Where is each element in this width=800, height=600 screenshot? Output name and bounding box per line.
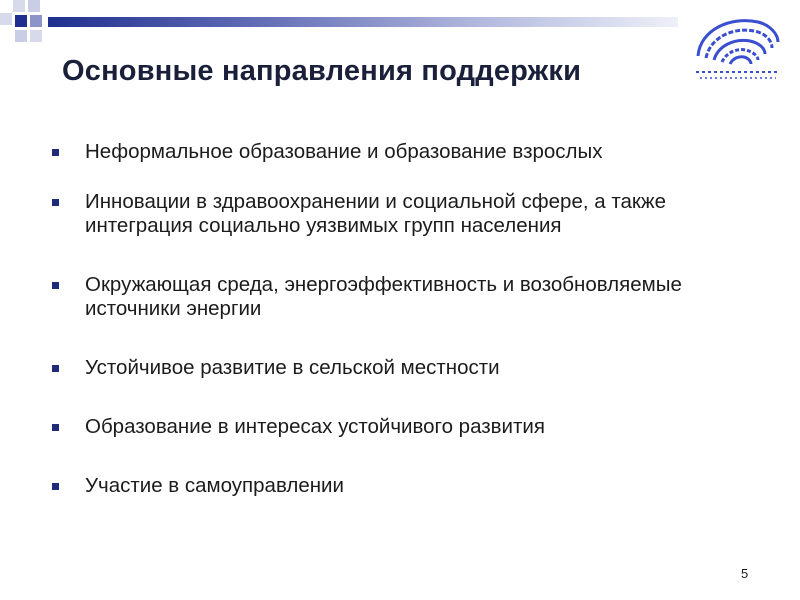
decorative-square [0,13,12,25]
bullet-text: Неформальное образование и образование взрослых [85,140,603,163]
bullet-item [52,356,772,380]
decorative-square [13,0,25,12]
slide-title: Основные направления поддержки [62,55,582,87]
page-number: 5 [741,566,749,581]
bullet-text: Устойчивое развитие в сельской местности [85,356,500,379]
bullet-item [52,273,772,321]
header-gradient-bar [48,17,678,27]
decorative-square [30,15,42,27]
decorative-square [30,30,42,42]
bullet-text: Участие в самоуправлении [85,474,344,497]
decorative-square [15,15,27,27]
square-bullet-icon [52,424,59,431]
square-bullet-icon [52,149,59,156]
decorative-square [15,30,27,42]
bullet-text: Окружающая среда, энергоэффективность и возобновляемые источники энергии [85,273,682,320]
square-bullet-icon [52,365,59,372]
square-bullet-icon [52,199,59,206]
decorative-square [28,0,40,12]
bullet-text: Образование в интересах устойчивого развития [85,415,545,438]
bullet-text: Инновации в здравоохранении и социальной сфере, а также интеграция социально уязвимых групп населения [85,190,666,237]
square-bullet-icon [52,483,59,490]
square-bullet-icon [52,282,59,289]
bullet-item [52,190,772,238]
bullet-item [52,474,772,498]
bullet-item [52,415,772,439]
bullet-item [52,140,772,164]
logo-icon [690,12,782,86]
bullet-list [52,140,772,498]
